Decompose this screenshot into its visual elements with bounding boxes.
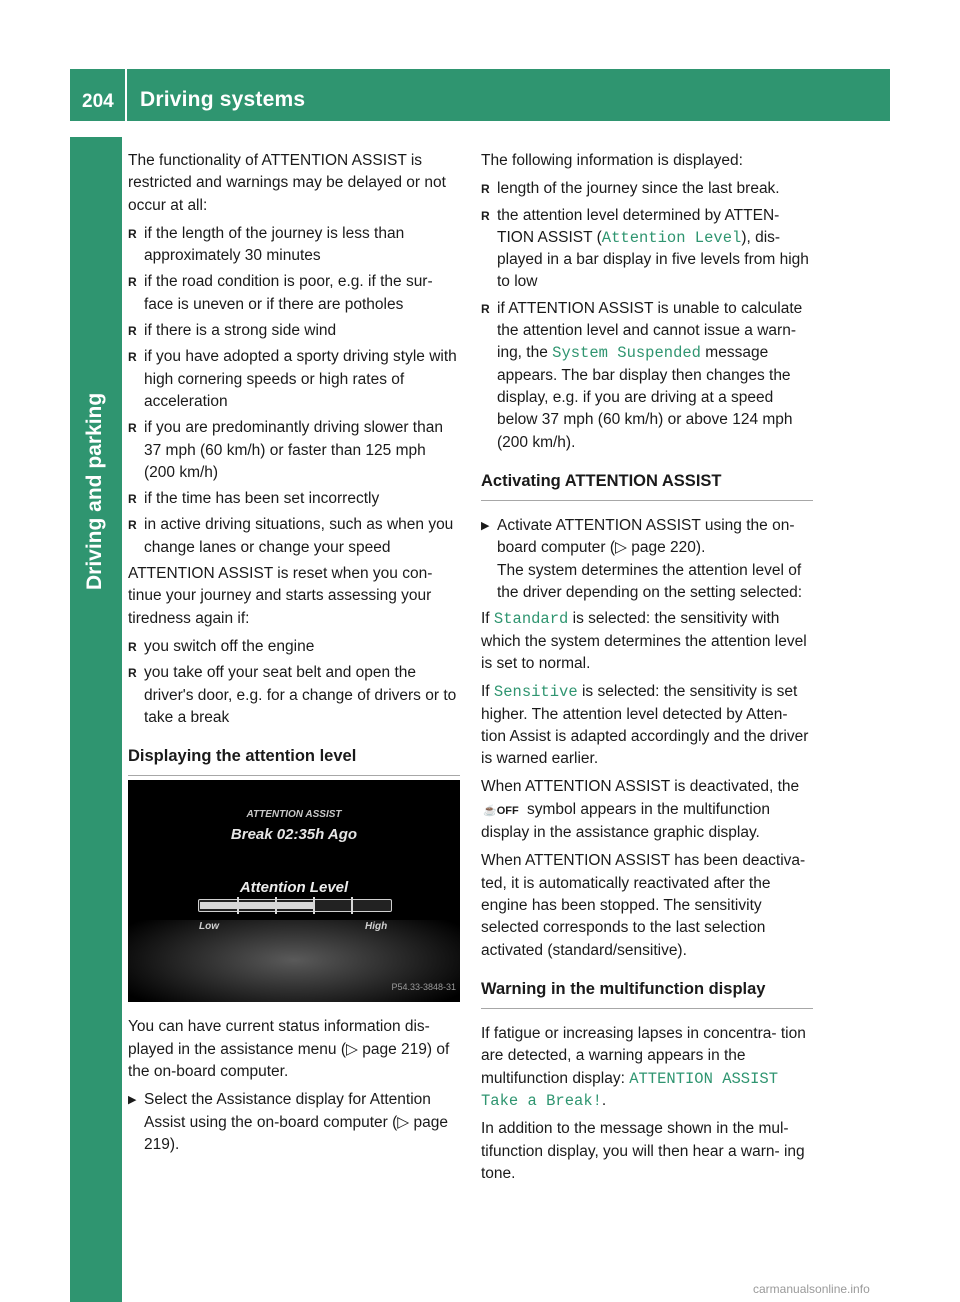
list-item-text: if you have adopted a sporty driving style with high cornering speeds or high rates of acceleration [144,348,457,410]
bullet-icon: R [128,639,137,654]
display-level-label: Attention Level [239,879,349,897]
step-select-display [128,1089,460,1156]
heading-displaying-attention-level: Displaying the attention level [128,745,460,776]
bullet-icon: R [128,421,137,436]
text-part: If [481,683,494,701]
display-break-time: Break 02:35h Ago [230,826,358,844]
list-item [128,636,460,658]
code-take-a-break: ATTENTION ASSIST Take a Break! [481,1069,779,1110]
display-high-label: High [365,921,388,933]
info-item-journey [481,178,813,200]
standard-text [481,608,813,675]
bullet-icon: R [481,301,490,316]
sensitive-text [481,681,813,770]
step-text: Select the Assistance display for Attention Assist using the on-board computer (▷ page 219). [144,1091,448,1153]
info-item-text: length of the journey since the last break. [497,180,780,198]
code-system-suspended: System Suspended [552,344,701,363]
bullet-icon: R [128,226,137,241]
warning-tone-text: In addition to the message shown in the mul- tifunction display, you will then hear a warn- ing tone. [481,1120,805,1182]
bar-tick [351,897,353,914]
display-low-label: Low [199,921,219,933]
list-item [128,271,460,316]
info-item-system-suspended [481,298,813,454]
step-arrow-icon: ▶ [128,1094,137,1107]
text-part: is selected: the sensitivity with which the system determines the attention level is set to normal. [481,610,807,672]
bullet-icon: R [481,208,490,223]
info-item-text: message appears. The bar display then changes the display, e.g. if you are driving at a speed below 37 mph (60 km/h) or above 124 mph (200 km/h). [497,344,793,451]
info-item-text: if ATTENTION ASSIST is unable to calculate the attention level and cannot issue a warn- ing, the [497,299,803,362]
code-standard: Standard [493,610,569,629]
header-divider [125,69,127,121]
bullet-icon: R [128,324,137,339]
list-item-text: if you are predominantly driving slower than 37 mph (60 km/h) or faster than 125 mph (200 km/h) [144,419,443,481]
step-arrow-icon: ▶ [481,520,490,533]
reactivated-text: When ATTENTION ASSIST has been deactiva- ted, it is automatically reactivated after the engine has been stopped. The sensitivity selected corresponds to the last selection activated (standard/sensitive). [481,852,806,959]
info-item-text: the attention level determined by ATTEN- TION ASSIST ( [497,206,780,246]
reset-text: ATTENTION ASSIST is reset when you con- tinue your journey and starts assessing your tiredness again if: [128,565,433,627]
figure-reference: P54.33-3848-31 [391,982,456,993]
bullet-icon: R [128,350,137,365]
display-title: ATTENTION ASSIST [246,809,342,821]
list-item [128,662,460,729]
code-sensitive: Sensitive [493,683,578,702]
step-activate [481,515,813,604]
info-item-attention-level [481,205,813,294]
attention-level-display-image [128,780,460,1002]
list-item-text: you take off your seat belt and open the driver's door, e.g. for a change of drivers or to take a break [144,664,457,726]
list-item [128,320,460,342]
text-part: When ATTENTION ASSIST is deactivated, the [481,778,800,796]
warning-text [481,1023,813,1112]
intro-text: The functionality of ATTENTION ASSIST is restricted and warnings may be delayed or not occur at all: [128,152,446,214]
bullet-icon: R [128,666,137,681]
list-item-text: if there is a strong side wind [144,322,337,340]
list-item-text: if the time has been set incorrectly [144,490,380,508]
step-subtext: The system determines the attention level of the driver depending on the setting selected: [497,561,803,602]
bullet-icon: R [128,492,137,507]
list-item [128,417,460,484]
bar-tick [313,897,315,914]
heading-activating-attention-assist: Activating ATTENTION ASSIST [481,470,813,501]
text-part: symbol appears in the multifunction display in the assistance graphic display. [481,800,770,842]
list-item-text: if the road condition is poor, e.g. if the sur- face is uneven or if there are potholes [144,273,433,313]
bar-tick [237,897,239,914]
text-part: If [481,610,494,628]
side-chapter-text: Driving and parking [83,392,106,590]
conditions-list [128,223,460,559]
side-bar [70,137,122,1302]
text-part: If fatigue or increasing lapses in concentra- tion are detected, a warning appears in the multifunction display: [481,1025,806,1087]
section-title: Driving systems [140,88,306,111]
page-number: 204 [82,91,114,112]
right-column [481,150,813,1191]
bullet-icon: R [128,275,137,290]
bullet-icon: R [481,182,490,197]
attention-assist-off-icon: ☕OFF [483,804,519,817]
list-item [128,514,460,559]
info-item-text: ), dis- played in a bar display in five levels from high to low [497,228,809,291]
list-item-text: in active driving situations, such as when you change lanes or change your speed [144,516,454,556]
attention-level-bar [198,899,392,912]
heading-warning-multifunction-display: Warning in the multifunction display [481,978,813,1009]
list-item [128,346,460,413]
deactivated-text [481,776,813,844]
left-column [128,150,460,1160]
page-header [70,69,890,121]
list-item-text: if the length of the journey is less than approximately 30 minutes [144,224,405,265]
code-attention-level: Attention Level [601,228,742,247]
footer-watermark: carmanualsonline.info [753,1282,870,1296]
bullet-icon: R [128,518,137,533]
list-item-text: you switch off the engine [144,637,315,655]
attention-level-bar-fill [200,902,314,909]
status-info-text: You can have current status information dis- played in the assistance menu (▷ page 219) of the on-board computer. [128,1018,450,1081]
step-text: Activate ATTENTION ASSIST using the on- board computer (▷ page 220). [497,517,795,557]
list-item [128,488,460,510]
reset-conditions-list [128,636,460,729]
text-part: . [601,1091,607,1109]
list-item [128,223,460,268]
text-part: is selected: the sensitivity is set higher. The attention level detected by Atten- tion Assist is adapted accordingly and the driver is warned earlier. [481,683,809,768]
info-intro: The following information is displayed: [481,152,743,169]
bar-tick [275,897,277,914]
